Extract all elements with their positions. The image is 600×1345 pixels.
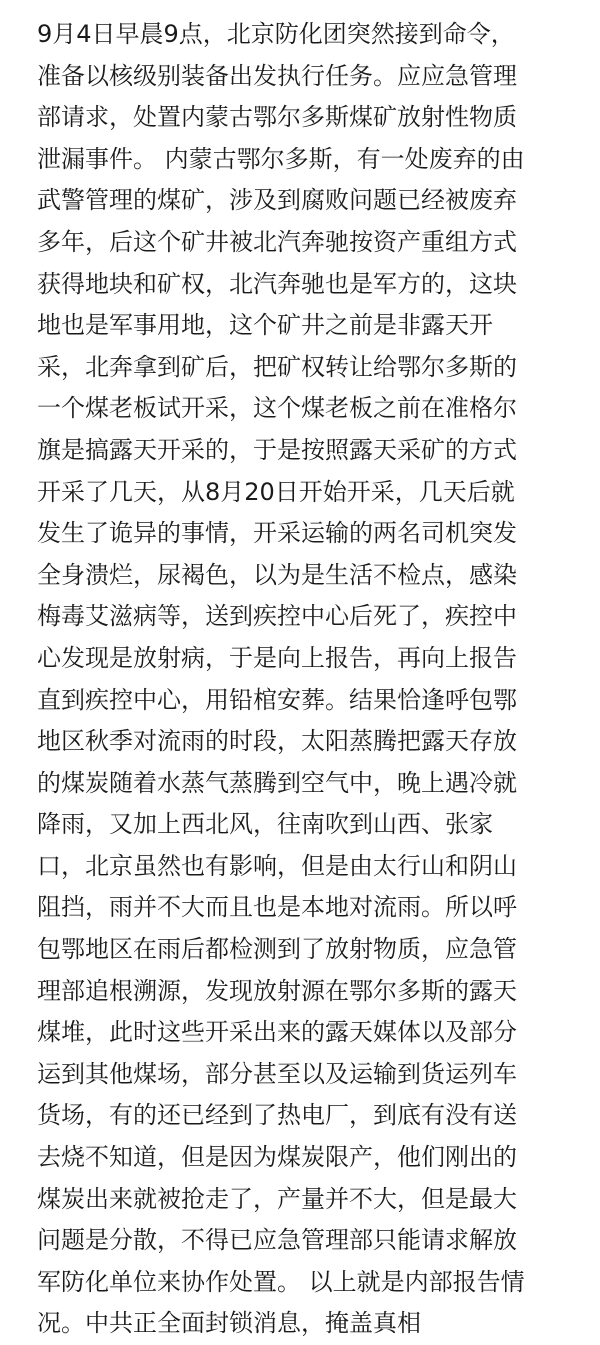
- text-line: 运到其他煤场，部分甚至以及运输到货运列车: [37, 1059, 517, 1088]
- text-line: 部请求，处置内蒙古鄂尔多斯煤矿放射性物质: [37, 103, 517, 132]
- text-line: 货场，有的还已经到了热电厂，到底有没有送: [37, 1101, 517, 1130]
- text-line: 发生了诡异的事情，开采运输的两名司机突发: [37, 519, 517, 548]
- text-line: 问题是分散，不得已应急管理部只能请求解放: [37, 1226, 517, 1255]
- text-line: 地也是军事用地，这个矿井之前是非露天开: [37, 311, 493, 340]
- text-line: 全身溃烂，尿褐色，以为是生活不检点，感染: [37, 560, 517, 589]
- text-line: 多年，后这个矿井被北汽奔驰按资产重组方式: [37, 227, 517, 256]
- text-line: 梅毒艾滋病等，送到疾控中心后死了，疾控中: [37, 602, 517, 631]
- text-line: 口，北京虽然也有影响，但是由太行山和阴山: [37, 851, 517, 880]
- text-line: 包鄂地区在雨后都检测到了放射物质，应急管: [37, 935, 517, 964]
- text-line: 泄漏事件。 内蒙古鄂尔多斯，有一处废弃的由: [37, 144, 525, 173]
- post-body-text: [37, 14, 582, 1345]
- text-line: 阻挡，雨并不大而且也是本地对流雨。所以呼: [37, 893, 517, 922]
- text-line: 降雨，又加上西北风，往南吹到山西、张家: [37, 810, 493, 839]
- text-line: 煤堆，此时这些开采出来的露天媒体以及部分: [37, 1018, 517, 1047]
- text-line: 开采了几天，从8月20日开始开采，几天后就: [37, 477, 515, 506]
- text-line: 况。中共正全面封锁消息，掩盖真相: [37, 1309, 421, 1338]
- text-line: 9月4日早晨9点，北京防化团突然接到命令，: [37, 20, 515, 48]
- text-line: 地区秋季对流雨的时段，太阳蒸腾把露天存放: [37, 727, 517, 756]
- text-line: 去烧不知道，但是因为煤炭限产，他们刚出的: [37, 1143, 517, 1172]
- text-line: 旗是搞露天开采的，于是按照露天采矿的方式: [37, 435, 517, 464]
- text-line: 直到疾控中心，用铅棺安葬。结果恰逢呼包鄂: [37, 685, 517, 714]
- text-line: 理部追根溯源，发现放射源在鄂尔多斯的露天: [37, 976, 517, 1005]
- text-line: 获得地块和矿权，北汽奔驰也是军方的，这块: [37, 269, 517, 298]
- text-line: 采，北奔拿到矿后，把矿权转让给鄂尔多斯的: [37, 352, 517, 381]
- text-line: 准备以核级别装备出发执行任务。应应急管理: [37, 61, 517, 90]
- text-line: 军防化单位来协作处置。 以上就是内部报告情: [37, 1267, 525, 1296]
- text-line: 一个煤老板试开采，这个煤老板之前在准格尔: [37, 394, 517, 423]
- text-line: 心发现是放射病，于是向上报告，再向上报告: [37, 643, 517, 672]
- text-line: 的煤炭随着水蒸气蒸腾到空气中，晚上遇冷就: [37, 768, 517, 797]
- text-line: 煤炭出来就被抢走了，产量并不大，但是最大: [37, 1184, 517, 1213]
- text-line: 武警管理的煤矿，涉及到腐败问题已经被废弃: [37, 186, 517, 215]
